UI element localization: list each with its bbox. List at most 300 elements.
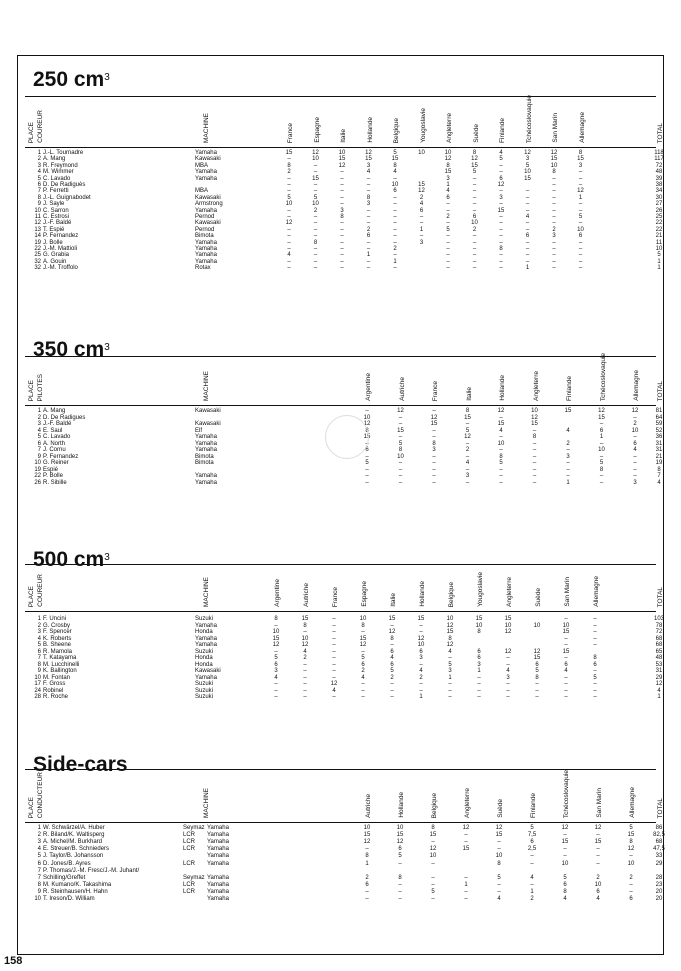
cell-place: 10 xyxy=(34,207,41,214)
cell-machine: Yamaha xyxy=(195,252,217,259)
cell-points: 15 xyxy=(497,421,505,427)
cell-rider: M. Fontan xyxy=(43,674,71,681)
cell-points: – xyxy=(497,881,501,888)
cell-points: – xyxy=(393,265,397,272)
cell-points: 5 xyxy=(361,655,365,661)
cell-points: 12 xyxy=(497,408,505,414)
cell-points: – xyxy=(499,479,503,486)
cell-total: 22 xyxy=(655,220,663,227)
cell-total: 10 xyxy=(655,246,663,252)
cell-points: 1 xyxy=(525,265,530,272)
cell-place: 25 xyxy=(34,252,41,259)
cell-machine: Yamaha xyxy=(195,207,217,214)
header-country: Autriche xyxy=(365,794,372,818)
cell-rider: P. Bolle xyxy=(43,473,63,479)
cell-points: – xyxy=(313,226,318,233)
table-row xyxy=(25,860,663,868)
cell-points: 12 xyxy=(430,414,438,421)
cell-points: 15 xyxy=(497,207,505,214)
cell-points: 5 xyxy=(599,460,604,466)
cell-points: – xyxy=(578,207,583,214)
table-row xyxy=(25,846,665,853)
cell-points: 15 xyxy=(396,832,404,839)
cell-machine: Kawasaki xyxy=(195,421,221,427)
cell-points: 3 xyxy=(419,239,424,246)
cell-points: – xyxy=(332,694,336,700)
cell-points: 12 xyxy=(363,421,371,427)
cell-points: 3 xyxy=(448,668,452,674)
cell-points: 6 xyxy=(593,661,597,668)
cell-points: – xyxy=(393,233,397,240)
cell-points: – xyxy=(366,246,371,252)
cell-machine: Bimota xyxy=(195,233,214,240)
cell-rider: K. Roberts xyxy=(43,635,72,642)
cell-points: – xyxy=(499,162,503,169)
table-row xyxy=(25,868,656,875)
cell-total: 48 xyxy=(655,169,663,176)
page-number: 158 xyxy=(4,955,23,967)
cell-points: – xyxy=(599,440,604,447)
cell-points: – xyxy=(366,258,371,265)
cell-points: – xyxy=(340,201,344,208)
cell-points: – xyxy=(464,874,468,881)
cell-points: – xyxy=(366,265,371,272)
cell-points: 1 xyxy=(366,252,371,259)
cell-points: – xyxy=(552,220,556,227)
header-machine: MACHINE xyxy=(203,788,210,818)
cell-rider: P. Fernandez xyxy=(43,453,79,460)
cell-points: – xyxy=(446,258,450,265)
cell-points: 4 xyxy=(633,447,637,453)
cell-machine: Yamaha xyxy=(207,839,229,846)
cell-rider: J.-F. Baldé xyxy=(43,220,72,227)
cell-machine: Yamaha xyxy=(207,853,229,860)
cell-points: 6 xyxy=(366,233,371,240)
cell-place: 1 xyxy=(37,825,41,831)
cell-points: – xyxy=(525,201,530,208)
header-country: Belgique xyxy=(393,117,400,143)
header-country: Italie xyxy=(390,593,397,607)
cell-points: 4 xyxy=(393,169,397,176)
cell-points: – xyxy=(499,265,503,272)
cell-machine: Suzuki xyxy=(195,681,214,687)
header-machine: MACHINE xyxy=(203,371,210,401)
cell-points: – xyxy=(477,694,481,700)
cell-chassis: LCR xyxy=(183,888,196,895)
cell-chassis: LCR xyxy=(183,839,196,846)
cell-points: – xyxy=(472,246,477,252)
cell-place: 2 xyxy=(37,414,41,421)
cell-points: – xyxy=(552,188,556,195)
cell-points: 8 xyxy=(629,839,633,846)
cell-points: – xyxy=(287,239,291,246)
cell-points: – xyxy=(593,635,597,642)
cell-points: 3 xyxy=(525,156,530,163)
cell-points: – xyxy=(431,860,435,867)
cell-points: – xyxy=(472,175,477,182)
cell-machine: Yamaha xyxy=(207,896,229,902)
cell-points: 10 xyxy=(497,440,505,447)
cell-points: – xyxy=(340,194,344,201)
cell-points: 10 xyxy=(561,860,569,867)
header-country: Yougoslavie xyxy=(419,108,427,143)
cell-points: 4 xyxy=(448,648,452,655)
cell-points: 2 xyxy=(530,896,534,902)
cell-points: – xyxy=(419,661,423,668)
cell-points: – xyxy=(499,169,503,176)
cell-rider: J. Sayle xyxy=(43,201,65,208)
cell-points: 5 xyxy=(431,888,435,895)
cell-points: – xyxy=(332,629,336,635)
cell-points: 15 xyxy=(338,156,346,163)
cell-points: – xyxy=(398,466,403,473)
cell-rider: C. Lavado xyxy=(43,175,71,182)
cell-points: 12 xyxy=(598,408,605,414)
cell-points: 15 xyxy=(397,427,404,434)
cell-points: 4 xyxy=(564,668,568,674)
cell-place: 2 xyxy=(37,622,41,629)
cell-points: 5 xyxy=(497,874,501,881)
cell-rider: G. Reiner xyxy=(43,460,69,466)
cell-points: – xyxy=(530,860,534,867)
header-country: Autriche xyxy=(398,377,406,401)
cell-points: 3 xyxy=(578,162,583,169)
cell-points: – xyxy=(287,226,291,233)
cell-points: 15 xyxy=(594,839,602,846)
cell-points: – xyxy=(366,207,371,214)
cell-points: 8 xyxy=(366,194,371,201)
cell-points: 12 xyxy=(504,629,512,635)
cell-points: 4 xyxy=(499,150,503,156)
cell-rider: A. Michel/M. Burkhard xyxy=(43,839,103,846)
cell-points: 6 xyxy=(365,447,369,453)
cell-rider: M. Wimmer xyxy=(43,169,74,176)
header-country: Hollande xyxy=(366,117,374,143)
cell-points: 15 xyxy=(462,846,470,853)
cell-points: 8 xyxy=(287,162,291,169)
header-country: Espagne xyxy=(361,581,368,607)
cell-points: – xyxy=(332,668,336,674)
cell-machine: MBA xyxy=(195,188,209,195)
cell-points: – xyxy=(448,655,452,661)
cell-points: 10 xyxy=(363,414,371,421)
cell-rider: F. Uncini xyxy=(43,616,67,622)
cell-points: 4 xyxy=(287,252,291,259)
cell-points: 5 xyxy=(365,460,369,466)
table-row xyxy=(25,832,665,839)
cell-place: 1 xyxy=(37,150,41,156)
cell-place: 2 xyxy=(37,832,41,839)
cell-rider: A. North xyxy=(43,440,66,447)
cell-points: 3 xyxy=(340,207,344,214)
cell-points: – xyxy=(525,239,530,246)
cell-rider: D. De Radiguès xyxy=(43,182,86,188)
cell-points: – xyxy=(274,648,278,655)
cell-points: 15 xyxy=(388,616,396,622)
cell-rider: M. Kumano/K. Takashima xyxy=(43,881,112,888)
cell-points: 15 xyxy=(524,175,531,182)
cell-rider: D. Jones/B. Ayres xyxy=(43,860,91,867)
cell-points: – xyxy=(499,258,503,265)
cell-points: 10 xyxy=(550,162,558,169)
cell-points: – xyxy=(530,853,534,860)
cell-total: 78 xyxy=(655,622,663,629)
cell-rider: T. Ireson/D. William xyxy=(43,896,95,902)
cell-points: – xyxy=(564,674,568,681)
cell-place: 24 xyxy=(34,687,41,694)
cell-points: – xyxy=(464,832,468,839)
cell-rider: D. De Radigues xyxy=(43,414,86,421)
cell-points: – xyxy=(499,226,503,233)
cell-points: – xyxy=(472,194,477,201)
cell-points: – xyxy=(448,687,452,694)
cell-rider: J.-L. Tournadre xyxy=(43,150,84,156)
cell-points: – xyxy=(465,453,470,460)
cell-points: 6 xyxy=(578,233,583,240)
cell-points: – xyxy=(593,616,597,622)
section-title-text: 250 cm xyxy=(33,68,105,91)
table-row xyxy=(25,825,663,832)
cell-points: 5 xyxy=(563,874,567,881)
cell-total: 23 xyxy=(655,881,663,888)
cell-rider: Robinel xyxy=(43,687,64,694)
cell-points: 3 xyxy=(432,447,436,453)
cell-points: – xyxy=(497,846,501,853)
cell-machine: Yamaha xyxy=(195,434,217,440)
cell-points: 10 xyxy=(429,853,437,860)
cell-points: – xyxy=(566,473,570,479)
cell-points: – xyxy=(578,175,583,182)
cell-points: 8 xyxy=(365,427,369,434)
cell-points: – xyxy=(532,440,537,447)
cell-total: 1 xyxy=(657,258,661,265)
cell-points: 2 xyxy=(472,226,477,233)
cell-points: – xyxy=(564,687,568,694)
cell-points: 2 xyxy=(446,214,450,220)
cell-points: – xyxy=(578,239,583,246)
cell-place: 2 xyxy=(37,156,41,163)
cell-points: – xyxy=(365,479,369,486)
cell-points: – xyxy=(366,214,371,220)
cell-points: – xyxy=(287,175,291,182)
cell-total: 4 xyxy=(657,687,661,694)
cell-machine: Yamaha xyxy=(207,825,229,831)
cell-points: 10 xyxy=(577,226,584,233)
cell-points: – xyxy=(361,681,365,687)
cell-total: 31 xyxy=(655,440,663,447)
cell-points: – xyxy=(499,252,503,259)
cell-total: 64 xyxy=(655,414,663,421)
cell-points: – xyxy=(398,473,403,479)
cell-points: 6 xyxy=(629,896,633,902)
section-title-text: 500 cm xyxy=(33,548,105,571)
cell-points: – xyxy=(465,479,470,486)
cell-place: 7 xyxy=(37,655,41,661)
cell-points: – xyxy=(390,622,394,629)
cell-points: 15 xyxy=(391,156,399,163)
cell-points: – xyxy=(629,853,633,860)
cell-points: – xyxy=(506,681,510,687)
header-country: Suède xyxy=(497,799,504,818)
cell-points: 2 xyxy=(566,440,570,447)
cell-total: 117 xyxy=(654,156,664,163)
cell-points: 1 xyxy=(530,888,534,895)
cell-points: – xyxy=(446,239,450,246)
cell-points: – xyxy=(332,648,336,655)
cell-points: 10 xyxy=(312,201,319,208)
cell-points: 15 xyxy=(577,156,584,163)
header-place: PLACE xyxy=(28,121,35,143)
cell-points: – xyxy=(578,169,583,176)
cell-points: 2 xyxy=(393,246,397,252)
cell-points: – xyxy=(532,453,537,460)
cell-total: 103 xyxy=(653,616,664,622)
cell-rider: J.-F. Baldé xyxy=(43,421,72,427)
table-row xyxy=(25,896,663,903)
cell-points: 3 xyxy=(366,201,371,208)
cell-chassis: Seymaz xyxy=(183,825,205,831)
cell-points: 5 xyxy=(446,226,450,233)
cell-points: 6 xyxy=(525,233,530,240)
cell-total: 26 xyxy=(655,207,663,214)
cell-points: 1 xyxy=(393,258,397,265)
cell-points: – xyxy=(287,214,291,220)
cell-points: – xyxy=(464,896,468,902)
cell-points: – xyxy=(499,239,503,246)
cell-rider: A. Gouin xyxy=(43,258,67,265)
cell-points: – xyxy=(303,674,307,681)
cell-points: – xyxy=(332,674,336,681)
cell-points: – xyxy=(472,188,477,195)
cell-points: 2 xyxy=(419,674,423,681)
cell-machine: Kawasaki xyxy=(195,220,221,227)
cell-points: – xyxy=(596,832,600,839)
cell-points: 8 xyxy=(499,246,503,252)
cell-points: – xyxy=(499,466,503,473)
cell-points: – xyxy=(431,874,435,881)
cell-points: 10 xyxy=(446,616,454,622)
cell-points: 1 xyxy=(365,860,369,867)
cell-points: 6 xyxy=(564,661,568,668)
cell-machine: Kawasaki xyxy=(195,194,221,201)
cell-points: – xyxy=(340,188,344,195)
cell-points: – xyxy=(525,188,530,195)
header-country: France xyxy=(287,122,294,143)
cell-points: – xyxy=(552,252,556,259)
cell-points: – xyxy=(593,687,597,694)
cell-points: – xyxy=(313,233,318,240)
table-row xyxy=(25,694,661,701)
cell-points: – xyxy=(419,681,423,687)
cell-place: 22 xyxy=(34,473,41,479)
cell-points: – xyxy=(446,233,450,240)
cell-points: 8 xyxy=(274,616,278,622)
cell-points: – xyxy=(477,674,481,681)
cell-points: 2 xyxy=(361,668,365,674)
cell-total: 68 xyxy=(655,839,663,846)
cell-points: – xyxy=(287,188,291,195)
cell-points: – xyxy=(472,201,477,208)
cell-points: – xyxy=(563,853,567,860)
cell-place: 6 xyxy=(37,648,41,655)
cell-points: 1 xyxy=(578,194,583,201)
cell-machine: Yamaha xyxy=(195,622,217,629)
cell-points: 6 xyxy=(390,648,394,655)
cell-total: 21 xyxy=(655,233,663,240)
cell-points: – xyxy=(532,479,537,486)
cell-points: – xyxy=(552,239,556,246)
cell-points: 15 xyxy=(531,421,538,427)
cell-points: 6 xyxy=(596,888,600,895)
cell-rider: F. Spencer xyxy=(43,629,72,635)
cell-place: 1 xyxy=(37,408,41,414)
cell-points: – xyxy=(393,252,397,259)
cell-points: 8 xyxy=(398,874,402,881)
cell-points: 6 xyxy=(535,661,539,668)
cell-points: 10 xyxy=(359,616,367,622)
cell-points: – xyxy=(532,473,537,479)
cell-place: 10 xyxy=(34,674,41,681)
cell-points: 4 xyxy=(499,427,503,434)
table-header xyxy=(25,352,664,406)
cell-points: – xyxy=(365,473,369,479)
cell-points: 10 xyxy=(397,453,404,460)
cell-points: 10 xyxy=(301,635,309,642)
cell-points: 12 xyxy=(396,839,404,846)
cell-points: 4 xyxy=(446,188,450,195)
section-title-text: 350 cm xyxy=(33,338,105,361)
cell-points: 4 xyxy=(530,874,534,881)
cell-points: 15 xyxy=(301,616,309,622)
cell-points: 6 xyxy=(398,846,402,853)
cell-points: – xyxy=(313,220,318,227)
cell-points: – xyxy=(446,207,450,214)
header-country: San Marin xyxy=(564,577,571,607)
cell-points: – xyxy=(419,687,423,694)
header-rider: PILOTES xyxy=(37,373,44,401)
cell-points: – xyxy=(393,207,397,214)
cell-points: – xyxy=(432,473,436,479)
header-country: Italie xyxy=(340,129,347,143)
cell-points: – xyxy=(340,252,344,259)
cell-points: 8 xyxy=(303,622,307,629)
cell-points: – xyxy=(398,421,403,427)
cell-rider: A. Mang xyxy=(43,156,66,163)
cell-points: – xyxy=(472,239,477,246)
cell-points: – xyxy=(366,239,371,246)
cell-points: 12 xyxy=(631,408,639,414)
cell-machine: Bimota xyxy=(195,453,214,460)
cell-points: 5 xyxy=(448,661,452,668)
cell-points: – xyxy=(535,687,539,694)
cell-machine: Honda xyxy=(195,629,213,635)
header-country: Yougoslavie xyxy=(477,572,484,607)
cell-points: 2 xyxy=(596,874,600,881)
cell-rider: R. Sibille xyxy=(43,479,67,486)
cell-points: 4 xyxy=(563,896,567,902)
cell-place: 8 xyxy=(37,661,41,668)
cell-points: 15 xyxy=(562,629,570,635)
cell-points: – xyxy=(564,694,568,700)
cell-points: 15 xyxy=(363,832,371,839)
cell-points: – xyxy=(419,214,424,220)
cell-points: 4 xyxy=(497,896,501,902)
cell-points: 6 xyxy=(393,188,397,195)
cell-chassis: LCR xyxy=(183,860,196,867)
cell-points: 8 xyxy=(552,169,556,176)
cell-place: 3 xyxy=(37,629,41,635)
cell-rider: A. Mang xyxy=(43,408,66,414)
